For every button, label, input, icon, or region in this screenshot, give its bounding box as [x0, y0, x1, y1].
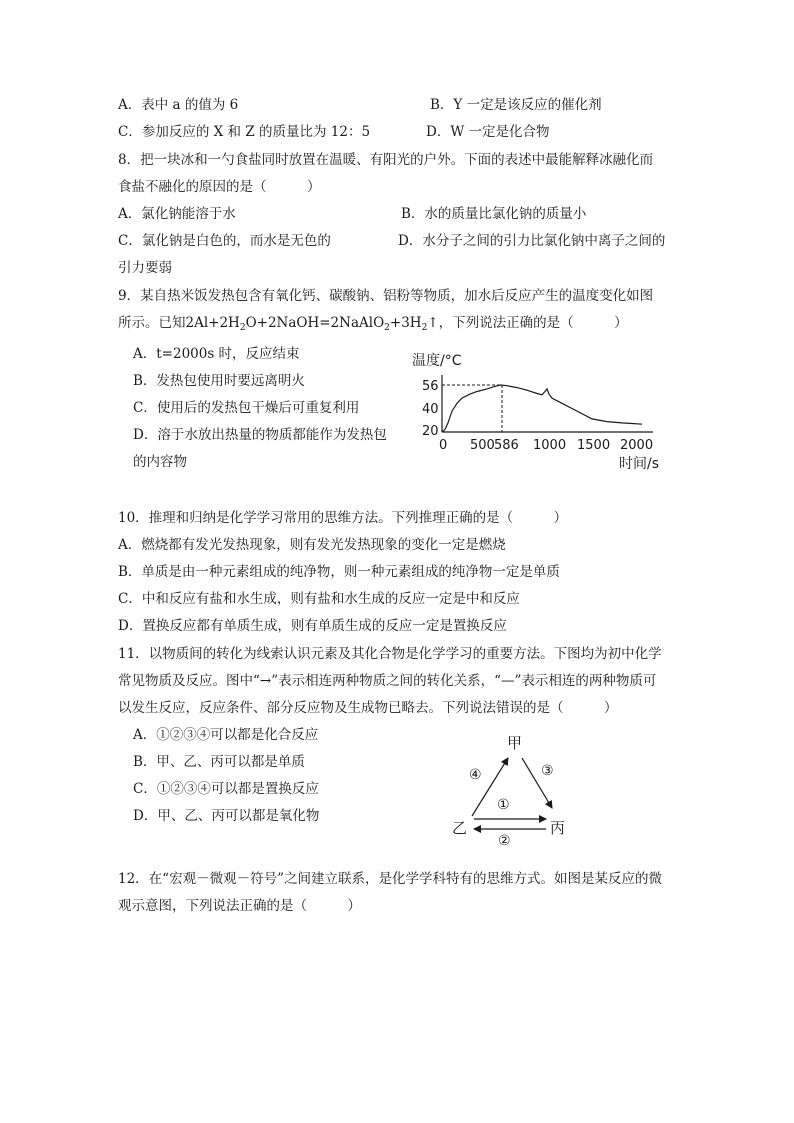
q11-stem-line2: 常见物质及反应。图中“→”表示相连两种物质之间的转化关系，“—”表示相连的两种物质可: [118, 673, 657, 689]
q9-option-a: A．t=2000s 时，反应结束: [133, 346, 300, 362]
q8-option-c: C．氯化钠是白色的，而水是无色的: [118, 233, 331, 249]
q9-subscript: 2: [239, 323, 246, 333]
q9-option-c: C．使用后的发热包干燥后可重复利用: [133, 400, 360, 416]
q11-stem-line3: 以发生反应，反应条件、部分反应物及生成物已略去。下列说法错误的是（ ）: [118, 700, 618, 716]
q11-option-d: D．甲、乙、丙可以都是氧化物: [133, 808, 320, 824]
node-yi: 乙: [452, 819, 468, 837]
chart-y-axis-label: 温度/°C: [412, 353, 462, 369]
q9-option-d-continued: 的内容物: [133, 454, 187, 470]
q11-stem-line1: 11．以物质间的转化为线索认识元素及其化合物是化学学习的重要方法。下图均为初中化学: [118, 646, 662, 662]
q9-stem-line2: [118, 314, 628, 334]
edge-label-4: ④: [469, 767, 482, 783]
q9-equation-part: 所示。已知2Al+2H: [118, 315, 240, 331]
q11-option-b: B．甲、乙、丙可以都是单质: [133, 754, 305, 770]
q7-option-b: B．Y 一定是该反应的催化剂: [430, 97, 602, 113]
chart-x-tick-label: 500: [470, 438, 495, 453]
q11-option-c: C．①②③④可以都是置换反应: [133, 781, 319, 797]
q9-stem-line1: 9．某自热米饭发热包含有氧化钙、碳酸钠、铝粉等物质，加水后反应产生的温度变化如图: [118, 288, 654, 304]
q9-option-b: B．发热包使用时要远离明火: [133, 373, 305, 389]
q7-option-c: C．参加反应的 X 和 Z 的质量比为 12：5: [118, 124, 371, 140]
q9-subscript: 2: [421, 323, 428, 333]
chart-x-tick-label: 1500: [577, 438, 611, 453]
chart-y-tick-label: 56: [422, 379, 439, 394]
chart-x-tick-label: 1000: [533, 438, 567, 453]
temperature-chart: [405, 348, 670, 474]
q12-stem-line2: 观示意图，下列说法正确的是（ ）: [118, 898, 361, 914]
q10-option-d: D．置换反应都有单质生成，则有单质生成的反应一定是置换反应: [118, 618, 507, 634]
temperature-curve: [442, 385, 642, 432]
edge-label-3: ③: [541, 763, 554, 779]
chart-y-tick-label: 20: [422, 424, 439, 439]
edge-label-2: ②: [498, 833, 511, 849]
q12-stem-line1: 12．在“宏观－微观－符号”之间建立联系，是化学学科特有的思维方式。如图是某反应的微: [118, 871, 662, 887]
q10-option-a: A．燃烧都有发光发热现象，则有发光发热现象的变化一定是燃烧: [118, 537, 506, 553]
chart-y-tick-label: 40: [422, 402, 439, 417]
node-bing: 丙: [550, 819, 566, 837]
q7-option-a: A．表中 a 的值为 6: [118, 97, 239, 113]
q11-option-a: A．①②③④可以都是化合反应: [133, 727, 319, 743]
chart-x-tick-label: 2000: [620, 438, 654, 453]
chart-x-tick-label: 586: [494, 438, 519, 453]
edge-label-1: ①: [497, 797, 510, 813]
q8-stem-line2: 食盐不融化的原因的是（ ）: [118, 179, 321, 195]
q8-option-a: A．氯化钠能溶于水: [118, 206, 236, 222]
q8-stem-line1: 8．把一块冰和一勺食盐同时放置在温暖、有阳光的户外。下面的表述中最能解释冰融化而: [118, 152, 654, 168]
q8-option-b: B．水的质量比氯化钠的质量小: [401, 206, 587, 222]
chart-x-axis-label: 时间/s: [619, 456, 660, 472]
q9-equation-part: ↑，下列说法正确的是（ ）: [427, 315, 628, 331]
q9-equation-part: +3H: [389, 315, 422, 331]
chart-x-tick-label: 0: [439, 438, 448, 453]
q8-option-d-continued: 引力要弱: [118, 260, 172, 276]
q10-stem: 10．推理和归纳是化学学习常用的思维方法。下列推理正确的是（ ）: [118, 510, 568, 526]
q9-subscript: 2: [384, 323, 390, 333]
q10-option-c: C．中和反应有盐和水生成，则有盐和水生成的反应一定是中和反应: [118, 591, 520, 607]
q7-option-d: D．W 一定是化合物: [426, 124, 550, 140]
q9-option-d: D．溶于水放出热量的物质都能作为发热包: [133, 427, 387, 443]
q8-option-d: D．水分子之间的引力比氯化钠中离子之间的: [398, 233, 666, 249]
conversion-diagram: [440, 726, 580, 850]
q10-option-b: B．单质是由一种元素组成的纯净物，则一种元素组成的纯净物一定是单质: [118, 564, 560, 580]
q9-equation-part: O+2NaOH=2NaAlO: [245, 315, 385, 331]
node-jia: 甲: [507, 734, 523, 752]
